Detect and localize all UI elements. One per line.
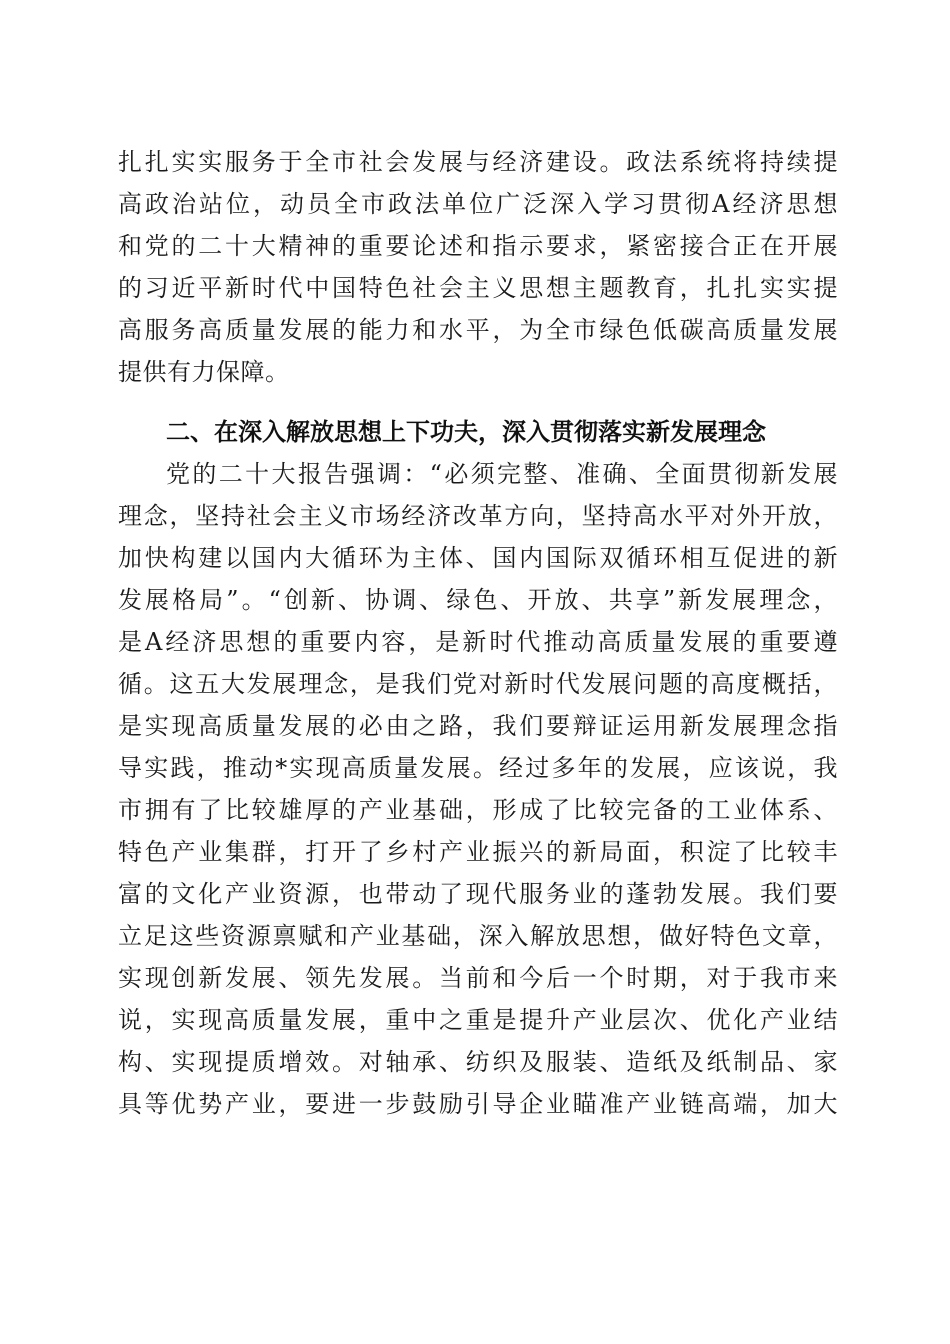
paragraph-2-line-11: 富的文化产业资源，也带动了现代服务业的蓬勃发展。我们要 [118,880,838,908]
paragraph-2-line-1: 党的二十大报告强调：“必须完整、准确、全面贯彻新发展 [166,460,838,488]
paragraph-2-line-12: 立足这些资源禀赋和产业基础，深入解放思想，做好特色文章， [118,922,838,950]
paragraph-1-line-3: 和党的二十大精神的重要论述和指示要求，紧密接合正在开展 [118,232,838,260]
paragraph-2-line-13: 实现创新发展、领先发展。当前和今后一个时期，对于我市来 [118,964,838,992]
paragraph-2-line-2: 理念，坚持社会主义市场经济改革方向，坚持高水平对外开放， [118,502,838,530]
paragraph-2-line-3: 加快构建以国内大循环为主体、国内国际双循环相互促进的新 [118,544,838,572]
paragraph-2-line-6: 循。这五大发展理念，是我们党对新时代发展问题的高度概括， [118,670,838,698]
paragraph-2-line-5: 是A经济思想的重要内容，是新时代推动高质量发展的重要遵 [118,628,838,656]
paragraph-1-line-2: 高政治站位，动员全市政法单位广泛深入学习贯彻A经济思想 [118,190,838,218]
paragraph-2-line-7: 是实现高质量发展的必由之路，我们要辩证运用新发展理念指 [118,712,838,740]
section-heading: 二、在深入解放思想上下功夫，深入贯彻落实新发展理念 [166,418,766,446]
paragraph-2-line-10: 特色产业集群，打开了乡村产业振兴的新局面，积淀了比较丰 [118,838,838,866]
paragraph-1-line-1: 扎扎实实服务于全市社会发展与经济建设。政法系统将持续提 [118,148,838,176]
paragraph-2-line-4: 发展格局”。“创新、协调、绿色、开放、共享”新发展理念， [118,586,838,614]
paragraph-2-line-9: 市拥有了比较雄厚的产业基础，形成了比较完备的工业体系、 [118,796,838,824]
paragraph-2-line-15: 构、实现提质增效。对轴承、纺织及服装、造纸及纸制品、家 [118,1048,838,1076]
paragraph-2-line-14: 说，实现高质量发展，重中之重是提升产业层次、优化产业结 [118,1006,838,1034]
paragraph-2-line-16: 具等优势产业，要进一步鼓励引导企业瞄准产业链高端，加大 [118,1090,838,1118]
paragraph-1-line-4: 的习近平新时代中国特色社会主义思想主题教育，扎扎实实提 [118,274,838,302]
paragraph-1-line-6: 提供有力保障。 [118,358,290,386]
paragraph-2-line-8: 导实践，推动*实现高质量发展。经过多年的发展，应该说，我 [118,754,838,782]
paragraph-1-line-5: 高服务高质量发展的能力和水平，为全市绿色低碳高质量发展 [118,316,838,344]
